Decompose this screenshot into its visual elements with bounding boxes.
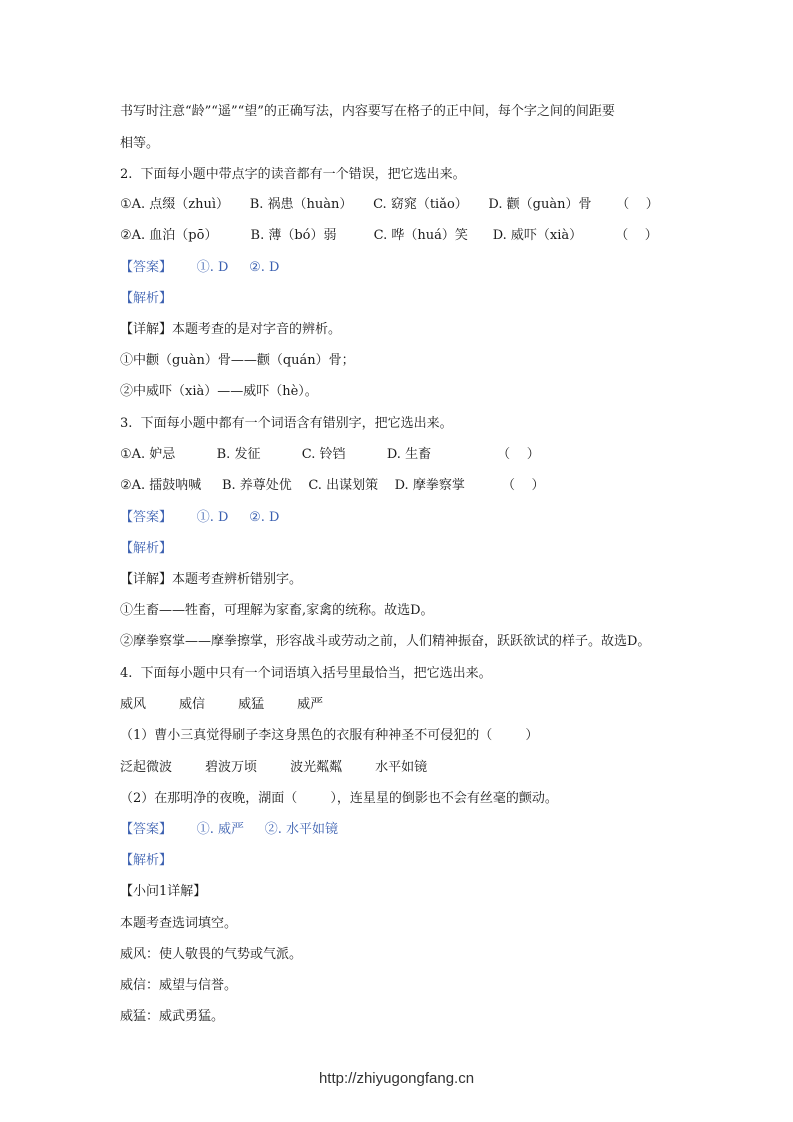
- detail-2: 【详解】本题考查的是对字音的辨析。: [120, 322, 342, 337]
- detail-4-weimeng: 威猛：威武勇猛。: [120, 1009, 225, 1024]
- detail-3: 【详解】本题考查辨析错别字。: [120, 572, 303, 587]
- text-line-1: 书写时注意“龄”“遥”“望”的正确写法，内容要写在格子的正中间，每个字之间的间距要: [120, 104, 615, 119]
- analysis-label-3: 【解析】: [120, 541, 173, 556]
- answer-label-3: 【答案】 ①. D ②. D: [120, 510, 280, 525]
- detail-4-intro: 本题考查选词填空。: [120, 916, 238, 931]
- question-2-option-2: ②A. 血泊（pō） B. 薄（bó）弱 C. 哗（huá）笑 D. 威吓（xià） （ ）: [120, 228, 658, 243]
- text-line-2: 相等。: [120, 136, 160, 151]
- question-3-option-2: ②A. 擂鼓呐喊 B. 养尊处优 C. 出谋划策 D. 摩拳察掌 （ ）: [120, 478, 545, 493]
- detail-3-item-2: ②摩拳察掌——摩拳擦掌，形容战斗或劳动之前，人们精神振奋，跃跃欲试的样子。故选D。: [120, 634, 651, 649]
- question-3: 3. 下面每小题中都有一个词语含有错别字，把它选出来。: [120, 416, 453, 431]
- detail-4-weifeng: 威风：使人敬畏的气势或气派。: [120, 947, 303, 962]
- question-4-words-2: 泛起微波 碧波万顷 波光粼粼 水平如镜: [120, 760, 428, 775]
- question-4-sentence-2: （2）在那明净的夜晚，湖面（ ），连星星的倒影也不会有丝毫的颤动。: [120, 791, 558, 806]
- question-3-option-1: ①A. 妒忌 B. 发征 C. 铃铛 D. 生畜 （ ）: [120, 447, 540, 462]
- question-2: 2. 下面每小题中带点字的读音都有一个错误，把它选出来。: [120, 167, 466, 182]
- question-4: 4. 下面每小题中只有一个词语填入括号里最恰当，把它选出来。: [120, 666, 492, 681]
- sub-question-1-detail: 【小问1详解】: [120, 884, 207, 899]
- answer-label-2: 【答案】 ①. D ②. D: [120, 260, 280, 275]
- detail-2-item-1: ①中颧（guàn）骨——颧（quán）骨；: [120, 353, 355, 368]
- detail-4-weixin: 威信：威望与信誉。: [120, 978, 238, 993]
- analysis-label-2: 【解析】: [120, 291, 173, 306]
- analysis-label-4: 【解析】: [120, 853, 173, 868]
- detail-3-item-1: ①生畜——牲畜，可理解为家畜,家禽的统称。故选D。: [120, 603, 434, 618]
- question-4-sentence-1: （1）曹小三真觉得刷子李这身黑色的衣服有种神圣不可侵犯的（ ）: [120, 728, 539, 743]
- answer-label-4: 【答案】 ①. 威严 ②. 水平如镜: [120, 822, 338, 837]
- footer-url[interactable]: http://zhiyugongfang.cn: [318, 1070, 475, 1087]
- question-2-option-1: ①A. 点缀（zhuì） B. 祸患（huàn） C. 窈窕（tiǎo） D. 颧（guàn）骨 （ ）: [120, 197, 659, 212]
- question-4-words-1: 威风 威信 威猛 威严: [120, 697, 324, 712]
- detail-2-item-2: ②中威吓（xià）——威吓（hè）。: [120, 384, 318, 399]
